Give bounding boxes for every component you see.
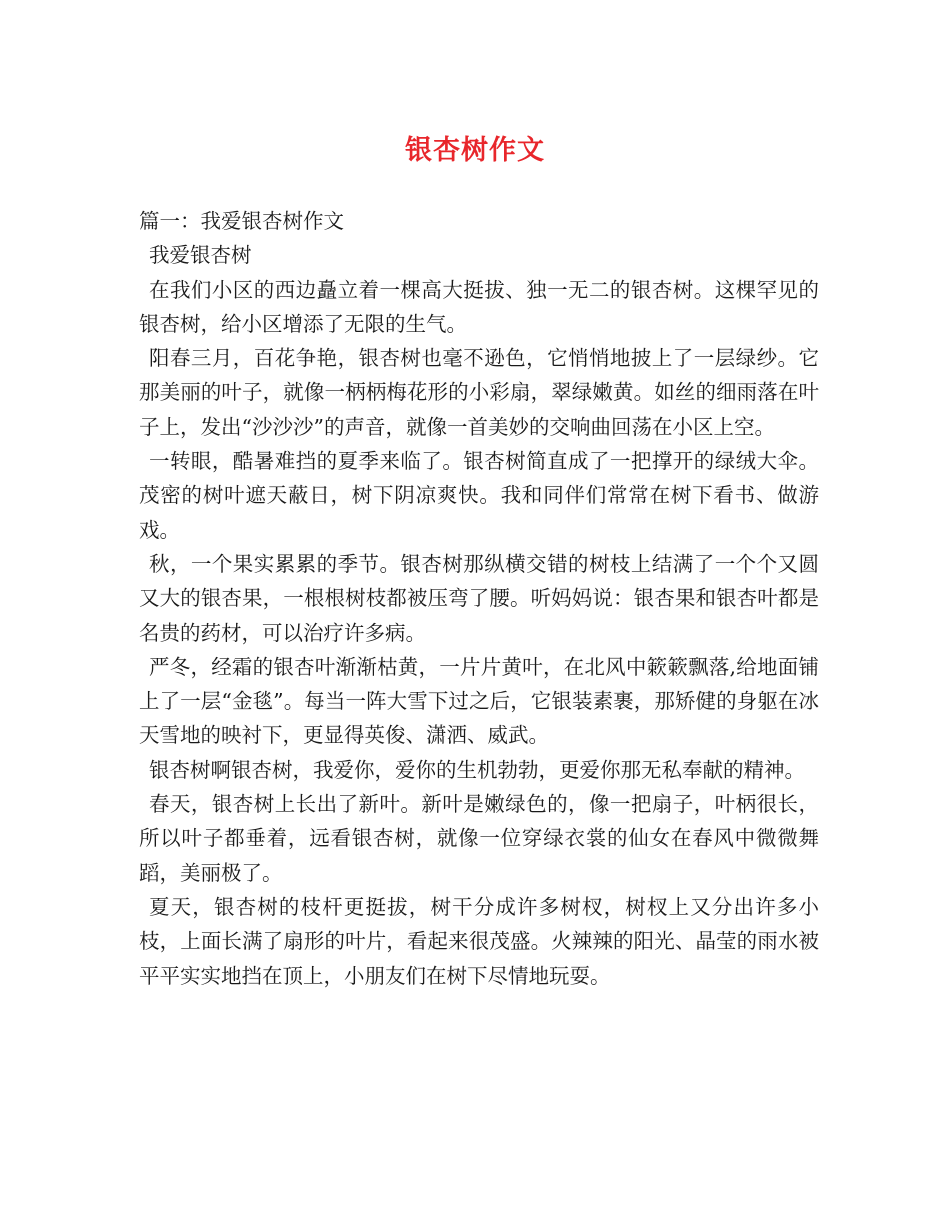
paragraph-spring: 阳春三月，百花争艳，银杏树也毫不逊色，它悄悄地披上了一层绿纱。它那美丽的叶子，就像一柄柄梅花形的小彩扇，翠绿嫩黄。如丝的细雨落在叶子上，发出“沙沙沙”的声音，就像一首美妙的交响曲回荡在小区上空。 <box>139 346 819 439</box>
paragraph-winter: 严冬，经霜的银杏叶渐渐枯黄，一片片黄叶，在北风中簌簌飘落,给地面铺上了一层“金毯”。每当一阵大雪下过之后，它银装素裹，那矫健的身躯在冰天雪地的映衬下，更显得英俊、潇洒、威武。 <box>139 654 819 748</box>
paragraph-autumn: 秋，一个果实累累的季节。银杏树那纵横交错的树枝上结满了一个个又圆又大的银杏果，一根根树枝都被压弯了腰。听妈妈说：银杏果和银杏叶都是名贵的药材，可以治疗许多病。 <box>139 551 819 645</box>
document-title: 银杏树作文 <box>405 135 545 166</box>
paragraph-summer-branches: 夏天，银杏树的枝杆更挺拔，树干分成许多树杈，树杈上又分出许多小枝，上面长满了扇形的叶片，看起来很茂盛。火辣辣的阳光、晶莹的雨水被平平实实地挡在顶上，小朋友们在树下尽情地玩耍。 <box>139 894 819 988</box>
section-heading: 篇一：我爱银杏树作文 <box>139 209 344 233</box>
document-body <box>139 204 819 993</box>
paragraph-summer: 一转眼，酷暑难挡的夏季来临了。银杏树简直成了一把撑开的绿绒大伞。茂密的树叶遮天蔽日，树下阴凉爽快。我和同伴们常常在树下看书、做游戏。 <box>139 449 819 542</box>
paragraph-conclusion: 银杏树啊银杏树，我爱你，爱你的生机勃勃，更爱你那无私奉献的精神。 <box>149 757 805 782</box>
paragraph-intro: 在我们小区的西边矗立着一棵高大挺拔、独一无二的银杏树。这棵罕见的银杏树，给小区增添了无限的生气。 <box>139 277 819 336</box>
essay-title: 我爱银杏树 <box>149 243 252 268</box>
paragraph-spring-leaves: 春天，银杏树上长出了新叶。新叶是嫩绿色的，像一把扇子，叶柄很长，所以叶子都垂着，远看银杏树，就像一位穿绿衣裳的仙女在春风中微微舞蹈，美丽极了。 <box>139 792 819 885</box>
